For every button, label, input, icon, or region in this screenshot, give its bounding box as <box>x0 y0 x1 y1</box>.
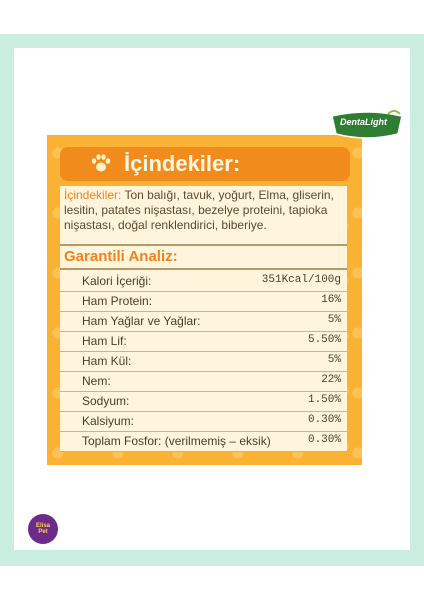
table-row <box>60 432 347 452</box>
row-value: 5% <box>327 314 341 326</box>
row-label: Toplam Fosfor: (verilmemiş – eksik) <box>82 434 271 448</box>
row-label: Ham Yağlar ve Yağlar: <box>82 314 201 328</box>
row-value: 1.50% <box>307 394 341 406</box>
row-value: 16% <box>321 294 341 306</box>
row-value: 0.30% <box>307 434 341 446</box>
paw-icon <box>90 152 112 174</box>
table-row <box>60 372 347 392</box>
table-row <box>60 312 347 332</box>
content-panel <box>60 186 347 451</box>
brand-name: DentaLight <box>340 117 387 127</box>
table-row <box>60 412 347 432</box>
analysis-table <box>60 272 347 452</box>
row-label: Nem: <box>82 374 111 388</box>
table-row <box>60 392 347 412</box>
row-value: 5.50% <box>307 334 341 346</box>
badge-text: Elisa Pet <box>35 523 50 535</box>
divider <box>60 244 347 246</box>
analysis-title: Garantili Analiz: <box>64 248 178 265</box>
row-value: 22% <box>321 374 341 386</box>
table-row <box>60 332 347 352</box>
row-label: Ham Lif: <box>82 334 127 348</box>
row-value: 5% <box>327 354 341 366</box>
row-label: Kalsiyum: <box>82 414 135 428</box>
table-row <box>60 292 347 312</box>
ingredients-text: Ton balığı, tavuk, yoğurt, Elma, gliserin, lesitin, patates nişastası, bezelye proteini, tapioka nişastası, doğal renklendirici, biberiye. <box>64 188 334 232</box>
divider <box>60 268 347 270</box>
store-badge-icon <box>28 514 58 544</box>
row-label: Sodyum: <box>82 394 130 408</box>
row-label: Kalori İçeriği: <box>82 274 152 288</box>
ingredients-label: İçindekiler: <box>64 188 122 202</box>
table-row <box>60 272 347 292</box>
row-value: 351Kcal/100g <box>261 274 341 286</box>
row-value: 0.30% <box>307 414 341 426</box>
row-label: Ham Protein: <box>82 294 153 308</box>
table-row <box>60 352 347 372</box>
section-title-bar <box>60 147 350 181</box>
row-label: Ham Kül: <box>82 354 132 368</box>
section-title: İçindekiler: <box>124 151 241 176</box>
ingredients-paragraph <box>64 188 344 233</box>
